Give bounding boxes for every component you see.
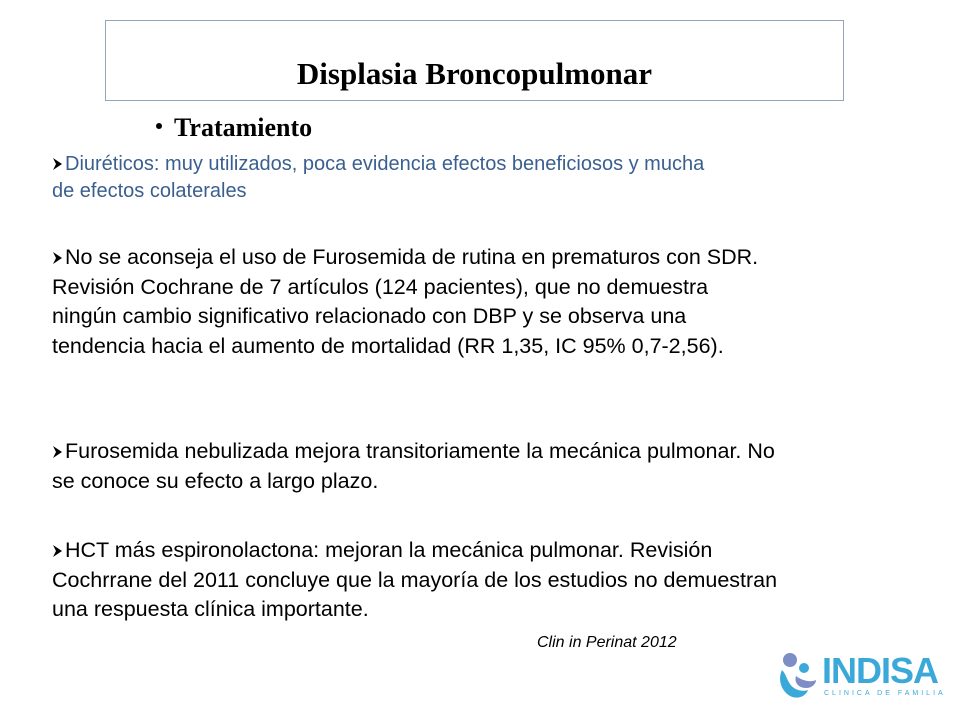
paragraph-line: Diuréticos: muy utilizados, poca evidencia efectos beneficiosos y mucha xyxy=(52,151,952,178)
paragraph-line: Revisión Cochrane de 7 artículos (124 pacientes), que no demuestra xyxy=(52,274,709,299)
paragraph-furosemida-nebulizada xyxy=(52,437,952,496)
paragraph-line: HCT más espironolactona: mejoran la mecánica pulmonar. Revisión xyxy=(52,536,952,566)
slide-title: Displasia Broncopulmonar xyxy=(296,56,653,91)
bullet-dot-icon xyxy=(156,123,162,129)
paragraph-line: No se aconseja el uso de Furosemida de rutina en prematuros con SDR. xyxy=(52,243,952,273)
title-box xyxy=(105,20,844,101)
arrow-bullet-icon xyxy=(52,251,63,265)
logo-figure-icon xyxy=(776,650,822,702)
section-heading xyxy=(156,113,312,143)
paragraph-line: una respuesta clínica importante. xyxy=(52,597,369,621)
indisa-logo xyxy=(776,650,946,702)
paragraph-furosemida-rutina xyxy=(52,243,952,361)
section-heading-text: Tratamiento xyxy=(174,113,313,142)
arrow-bullet-icon xyxy=(52,544,63,558)
paragraph-hct-espironolactona xyxy=(52,536,952,625)
arrow-bullet-icon xyxy=(52,157,63,171)
paragraph-line: ningún cambio significativo relacionado con DBP y se observa una xyxy=(52,304,687,328)
citation: Clin in Perinat 2012 xyxy=(537,634,677,651)
arrow-bullet-icon xyxy=(52,445,63,459)
paragraph-line: tendencia hacia el aumento de mortalidad (RR 1,35, IC 95% 0,7-2,56). xyxy=(52,333,724,358)
paragraph-line: Cochrrane del 2011 concluye que la mayoría de los estudios no demuestran xyxy=(52,567,778,592)
paragraph-line: Furosemida nebulizada mejora transitoriamente la mecánica pulmonar. No xyxy=(52,437,952,467)
logo-wordmark: INDISA xyxy=(822,650,939,691)
paragraph-line: de efectos colaterales xyxy=(52,180,247,202)
paragraph-diureticos xyxy=(52,151,952,205)
paragraph-line: se conoce su efecto a largo plazo. xyxy=(52,468,379,493)
logo-tagline: CLINICA DE FAMILIA xyxy=(824,690,946,697)
